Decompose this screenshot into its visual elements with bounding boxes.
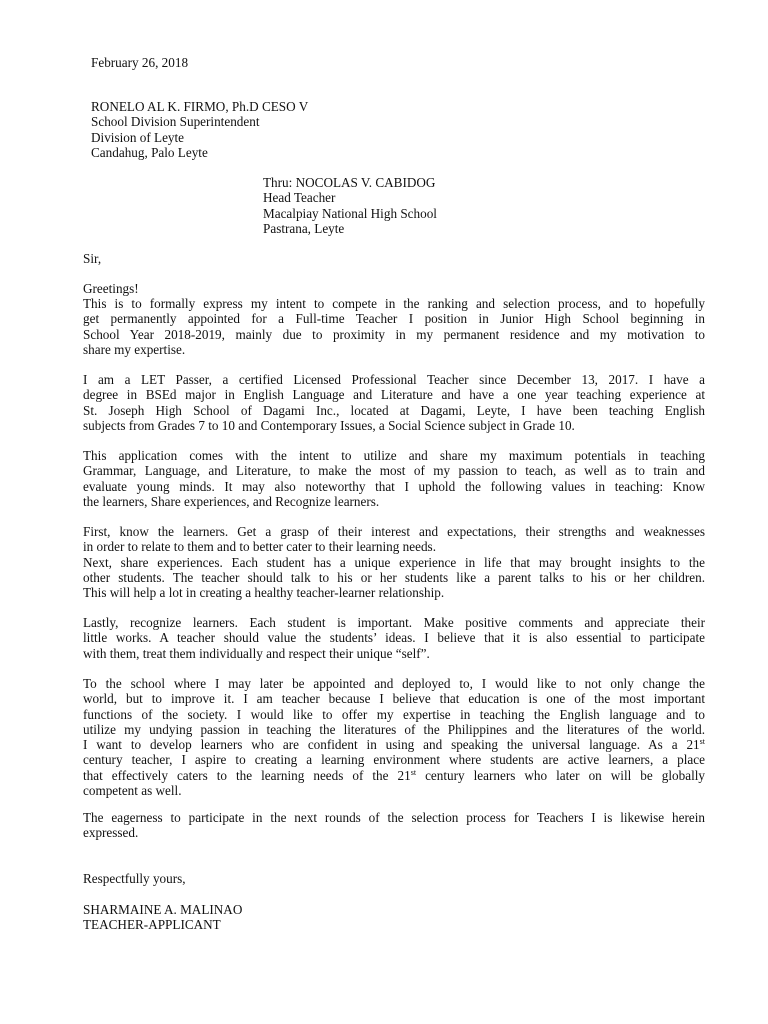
line-text: that effectively caters to the learning needs of the 21: [83, 767, 411, 783]
paragraph-line: First, know the learners. Get a grasp of their interest and expectations, their strengths and weaknesses: [83, 524, 705, 539]
thru-name: Thru: NOCOLAS V. CABIDOG: [263, 175, 436, 190]
paragraph-credentials: [83, 372, 705, 433]
paragraph-line: subjects from Grades 7 to 10 and Contemporary Issues, a Social Science subject in Grade 10.: [83, 417, 575, 433]
date-text: February 26, 2018: [91, 55, 189, 70]
paragraph-line: evaluate young minds. It may also noteworthy that I uphold the following values in teaching: Know: [83, 478, 705, 494]
paragraph-line: get permanently appointed for a Full-time Teacher I position in Junior High School beginning in: [83, 311, 705, 327]
paragraph-eagerness: [83, 810, 705, 841]
paragraph-line: competent as well.: [83, 783, 182, 799]
line-text: century learners who later on will be globally: [416, 767, 705, 783]
paragraph-vision: [83, 676, 705, 798]
letter-date: [91, 55, 188, 70]
paragraph-line: To the school where I may later be appointed and deployed to, I would like to not only change the: [83, 676, 705, 691]
recipient-name: RONELO AL K. FIRMO, Ph.D CESO V: [91, 99, 309, 114]
paragraph-line: other students. The teacher should talk to his or her students like a parent talks to his or her children.: [83, 569, 705, 585]
paragraph-line: with them, treat them individually and respect their unique “self”.: [83, 645, 430, 661]
paragraph-line: St. Joseph High School of Dagami Inc., located at Dagami, Leyte, I have been teaching English: [83, 402, 705, 418]
greeting-text: Greetings!: [83, 281, 139, 296]
thru-school: Macalpiay National High School: [263, 205, 437, 221]
paragraph-line: little works. A teacher should value the students’ ideas. I believe that it is also essential to participate: [83, 630, 705, 646]
paragraph-line: This application comes with the intent to utilize and share my maximum potentials in teaching: [83, 448, 705, 463]
signer-name: SHARMAINE A. MALINAO: [83, 902, 243, 917]
paragraph-line: functions of the society. I would like to offer my expertise in teaching the English language and to: [83, 706, 705, 722]
thru-block: [263, 175, 437, 236]
closing-text: Respectfully yours,: [83, 871, 186, 886]
ordinal-superscript: st: [699, 737, 705, 747]
paragraph-line: century teacher, I aspire to creating a learning environment where students are active learners, a place: [83, 752, 705, 768]
signature-block: [83, 902, 242, 933]
paragraph-application: [83, 448, 705, 509]
greeting: [83, 281, 139, 296]
paragraph-line: The eagerness to participate in the next rounds of the selection process for Teachers I is likewise herein: [83, 810, 705, 825]
paragraph-line: share my expertise.: [83, 341, 186, 357]
paragraph-line: the learners, Share experiences, and Recognize learners.: [83, 493, 380, 509]
paragraph-line: Lastly, recognize learners. Each student is important. Make positive comments and appreciate their: [83, 615, 705, 630]
paragraph-line-with-superscript: [83, 768, 705, 783]
paragraph-line: School Year 2018-2019, mainly due to proximity in my permanent residence and my motivation to: [83, 326, 705, 342]
paragraph-line: utilize my undying passion in teaching the literatures of the Philippines and the literatures of the world.: [83, 721, 705, 737]
paragraph-intent: [83, 296, 705, 357]
line-text: I want to develop learners who are confident in using and speaking the universal language. As a 21: [83, 737, 700, 753]
paragraph-line: expressed.: [83, 825, 139, 841]
paragraph-line: I am a LET Passer, a certified Licensed Professional Teacher since December 13, 2017. I have a: [83, 372, 705, 387]
signer-title: TEACHER-APPLICANT: [83, 917, 221, 933]
paragraph-line: in order to relate to them and to better cater to their learning needs.: [83, 539, 436, 555]
paragraph-line: Grammar, Language, and Literature, to make the most of my passion to teach, as well as to train and: [83, 463, 705, 479]
paragraph-line-with-superscript: [83, 737, 705, 752]
recipient-title: School Division Superintendent: [91, 114, 260, 130]
closing: [83, 871, 186, 886]
paragraph-line: This will help a lot in creating a healthy teacher-learner relationship.: [83, 585, 445, 601]
ordinal-superscript: st: [410, 767, 417, 777]
recipient-address: Candahug, Palo Leyte: [91, 144, 208, 160]
thru-address: Pastrana, Leyte: [263, 220, 345, 236]
recipient-division: Division of Leyte: [91, 129, 185, 145]
thru-title: Head Teacher: [263, 190, 336, 206]
paragraph-line: This is to formally express my intent to compete in the ranking and selection process, and to hopefully: [83, 296, 705, 311]
salutation-text: Sir,: [83, 251, 102, 266]
paragraph-line: world, but to improve it. I am teacher because I believe that education is one of the most important: [83, 691, 705, 707]
paragraph-line: Next, share experiences. Each student has a unique experience in life that may brought insights to the: [83, 554, 705, 570]
paragraph-line: degree in BSEd major in English Language and Literature and have a one year teaching experience at: [83, 387, 705, 403]
paragraph-values: [83, 524, 705, 600]
recipient-block: [91, 99, 308, 160]
salutation: [83, 251, 101, 266]
paragraph-recognize: [83, 615, 705, 661]
